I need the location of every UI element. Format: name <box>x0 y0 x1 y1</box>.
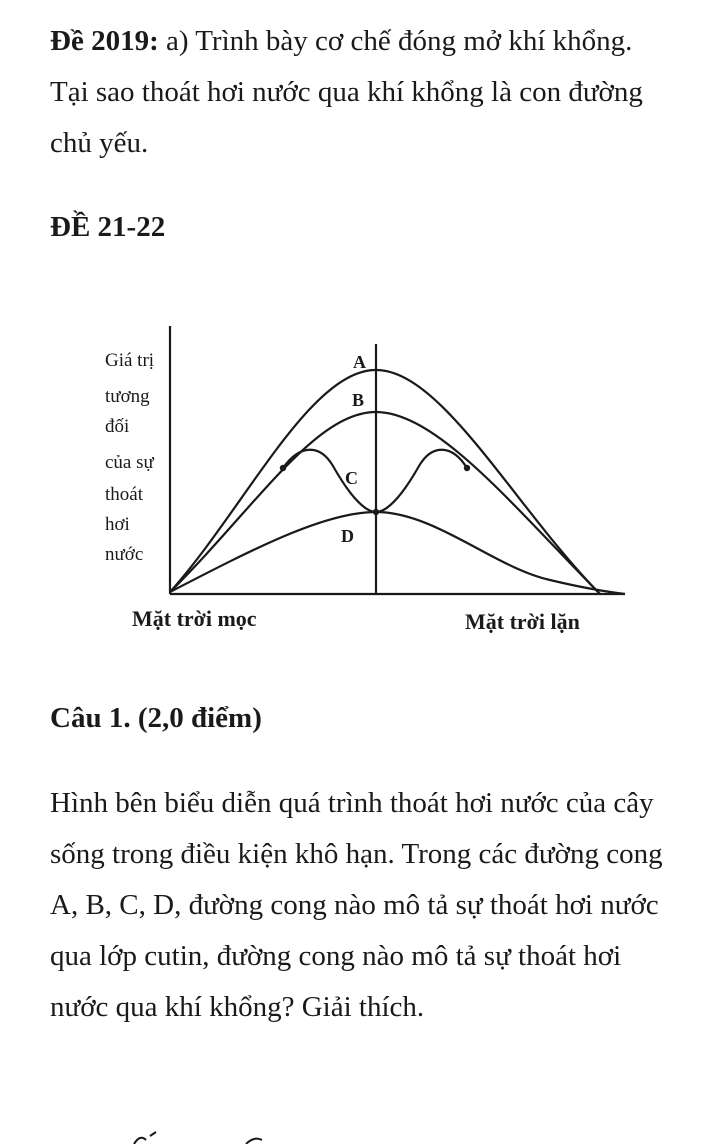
c-junction-noon <box>373 509 379 515</box>
de-21-22-heading: ĐỀ 21-22 <box>50 211 166 243</box>
curve-a-label: A <box>353 352 366 372</box>
transpiration-figure <box>95 318 635 638</box>
de-2019-text: a) Trình bày cơ chế đóng mở khí khổng. Tại sao thoát hơi nước qua khí khổng là con đường chủ yếu. <box>50 25 643 159</box>
c-junction-right <box>464 465 470 471</box>
de-2019-label: Đề 2019: <box>50 25 159 57</box>
cau-1-question: Hình bên biểu diễn quá trình thoát hơi nước của cây sống trong điều kiện khô hạn. Trong các đường cong A, B, C, D, đường cong nào mô tả sự thoát hơi nước qua lớp cutin, đường cong nào mô tả sự thoát hơi nước qua khí khổng? Giải thích. <box>50 787 663 1023</box>
y-label-line-5: thoát <box>105 484 143 505</box>
y-label-line-6: hơi <box>105 514 130 535</box>
cau-1-heading: Câu 1. (2,0 điểm) <box>50 702 262 734</box>
y-label-line-1: Giá trị <box>105 350 155 371</box>
curve-b-label: B <box>352 390 365 410</box>
de-2019-paragraph <box>50 16 670 169</box>
y-label-line-4: của sự <box>105 452 154 473</box>
cut-off-text-line <box>50 1130 290 1144</box>
transpiration-diagram <box>95 318 635 638</box>
curve-d <box>170 512 625 594</box>
y-label-line-7: nước <box>105 544 144 565</box>
curve-b <box>170 412 600 594</box>
c-junction-left <box>280 465 286 471</box>
x-label-sunrise: Mặt trời mọc <box>132 606 257 631</box>
y-label-line-2: tương <box>105 386 150 407</box>
x-label-sunset: Mặt trời lặn <box>465 609 580 634</box>
curve-d-label: D <box>341 526 354 546</box>
y-label-line-3: đối <box>105 416 130 437</box>
curve-c-label: C <box>345 468 358 488</box>
